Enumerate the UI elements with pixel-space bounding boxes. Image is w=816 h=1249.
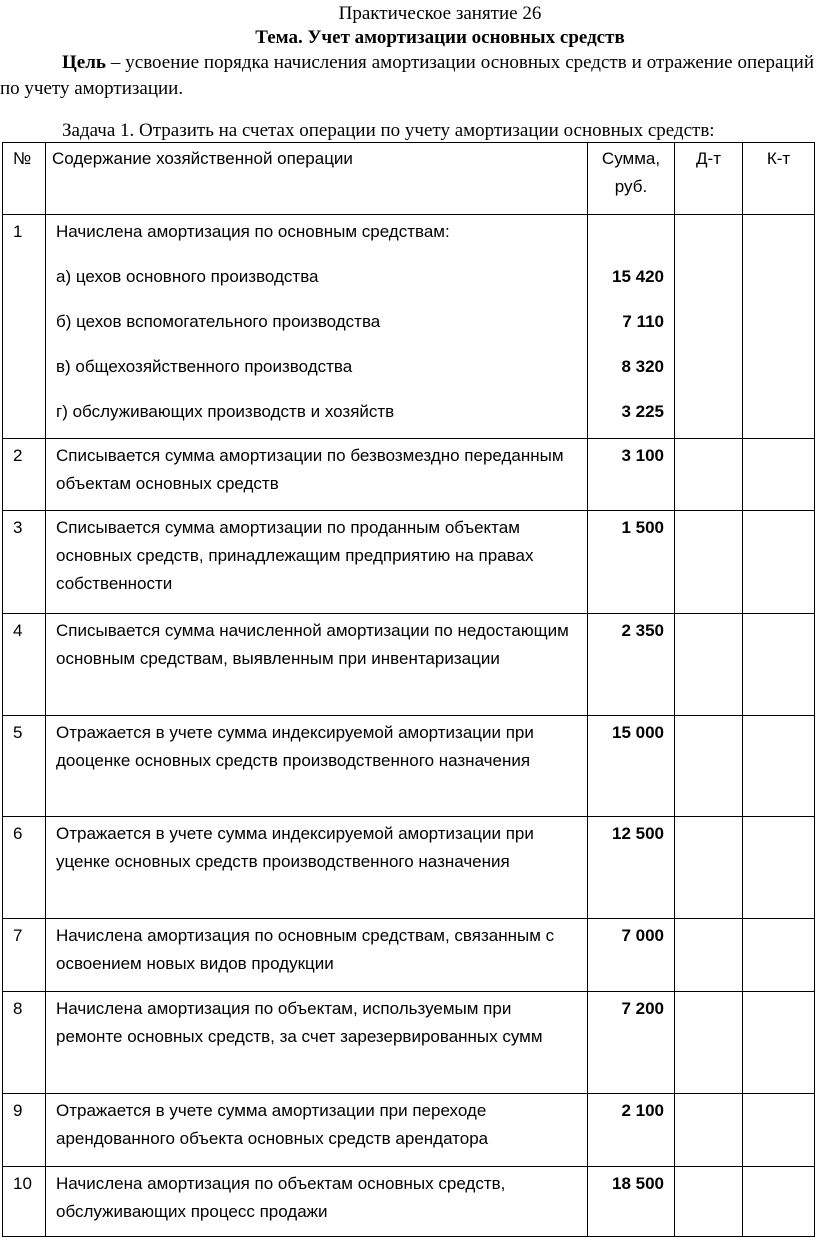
row-sum: 3 100 (588, 439, 675, 511)
row-description: Списывается сумма амортизации по проданным объектам основных средств, принадлежащим предприятию на правах собственности (46, 511, 588, 614)
table-row (3, 614, 815, 716)
row-sum: 1 500 (588, 511, 675, 614)
column-header-credit: К-т (743, 143, 815, 215)
table-row (3, 817, 815, 919)
operations-table (2, 142, 815, 1237)
task-statement: Задача 1. Отразить на счетах операции по учету амортизации основных средств: (62, 120, 715, 141)
row-description: Списывается сумма начисленной амортизации по недостающим основным средствам, выявленным при инвентаризации (46, 614, 588, 716)
row-description: Списывается сумма амортизации по безвозмездно переданным объектам основных средств (46, 439, 588, 511)
row-debit-cell[interactable] (675, 716, 743, 817)
row-sum: 15 000 (588, 716, 675, 817)
row-sum: 7 000 (588, 919, 675, 992)
row-number: 6 (3, 817, 46, 919)
table-header-row (3, 143, 815, 215)
row-description: Отражается в учете сумма индексируемой амортизации при уценке основных средств производственного назначения (46, 817, 588, 919)
row-credit-cell[interactable] (743, 614, 815, 716)
goal-label: Цель (62, 52, 106, 73)
row-debit-cell[interactable] (675, 1094, 743, 1167)
row-credit-cell[interactable] (743, 817, 815, 919)
row-credit-cell[interactable] (743, 1094, 815, 1167)
row-description: Начислена амортизация по объектам, используемым при ремонте основных средств, за счет зарезервированных сумм (46, 992, 588, 1094)
row-number: 7 (3, 919, 46, 992)
table-row (3, 511, 815, 614)
row-number: 4 (3, 614, 46, 716)
row-credit-cell[interactable] (743, 716, 815, 817)
row-debit-cell[interactable] (675, 614, 743, 716)
row-debit-cell[interactable] (675, 817, 743, 919)
row-debit-cell[interactable] (675, 439, 743, 511)
page-title: Практическое занятие 26 (338, 3, 542, 24)
column-header-sum: Сумма, руб. (588, 143, 675, 215)
topic-heading: Тема. Учет амортизации основных средств (255, 27, 625, 48)
row-description: Начислена амортизация по основным средствам: а) цехов основного производства б) цехов вспомогательного производства в) общехозяйственного производства г) обслуживающих производств и хозяйств (46, 215, 588, 439)
row-sum: 2 100 (588, 1094, 675, 1167)
row-number: 2 (3, 439, 46, 511)
row-description: Начислена амортизация по объектам основных средств, обслуживающих процесс продажи (46, 1167, 588, 1237)
table-row (3, 1167, 815, 1237)
row-debit-cell[interactable] (675, 215, 743, 439)
row-sum: 2 350 (588, 614, 675, 716)
row-number: 5 (3, 716, 46, 817)
column-header-num: № (3, 143, 46, 215)
row-sum: 7 200 (588, 992, 675, 1094)
sub-item: б) цехов вспомогательного производства (56, 312, 381, 331)
row-credit-cell[interactable] (743, 511, 815, 614)
row-description: Отражается в учете сумма индексируемой амортизации при дооценке основных средств производственного назначения (46, 716, 588, 817)
table-row (3, 919, 815, 992)
row-credit-cell[interactable] (743, 992, 815, 1094)
row-sum: 12 500 (588, 817, 675, 919)
row-number: 1 (3, 215, 46, 439)
row-number: 8 (3, 992, 46, 1094)
row-description: Отражается в учете сумма амортизации при переходе арендованного объекта основных средств арендатора (46, 1094, 588, 1167)
row-debit-cell[interactable] (675, 1167, 743, 1237)
table-row (3, 992, 815, 1094)
row-number: 10 (3, 1167, 46, 1237)
row-credit-cell[interactable] (743, 1167, 815, 1237)
row-debit-cell[interactable] (675, 919, 743, 992)
row-number: 3 (3, 511, 46, 614)
table-row (3, 1094, 815, 1167)
sub-item: г) обслуживающих производств и хозяйств (56, 402, 395, 421)
column-header-debit: Д-т (675, 143, 743, 215)
row-sum: 15 420 7 110 8 320 3 225 (588, 215, 675, 439)
column-header-description: Содержание хозяйственной операции (46, 143, 588, 215)
table-row (3, 439, 815, 511)
row-sum: 18 500 (588, 1167, 675, 1237)
row-credit-cell[interactable] (743, 439, 815, 511)
row-credit-cell[interactable] (743, 919, 815, 992)
goal-text: – усвоение порядка начисления амортизации основных средств и отражение операций по учету амортизации. (0, 52, 814, 99)
row-debit-cell[interactable] (675, 992, 743, 1094)
table-row (3, 716, 815, 817)
row-number: 9 (3, 1094, 46, 1167)
goal-paragraph (0, 50, 814, 102)
sub-item: а) цехов основного производства (56, 267, 319, 286)
row-debit-cell[interactable] (675, 511, 743, 614)
table-row (3, 215, 815, 439)
row-credit-cell[interactable] (743, 215, 815, 439)
row-description: Начислена амортизация по основным средствам, связанным с освоением новых видов продукции (46, 919, 588, 992)
sub-item: в) общехозяйственного производства (56, 357, 353, 376)
